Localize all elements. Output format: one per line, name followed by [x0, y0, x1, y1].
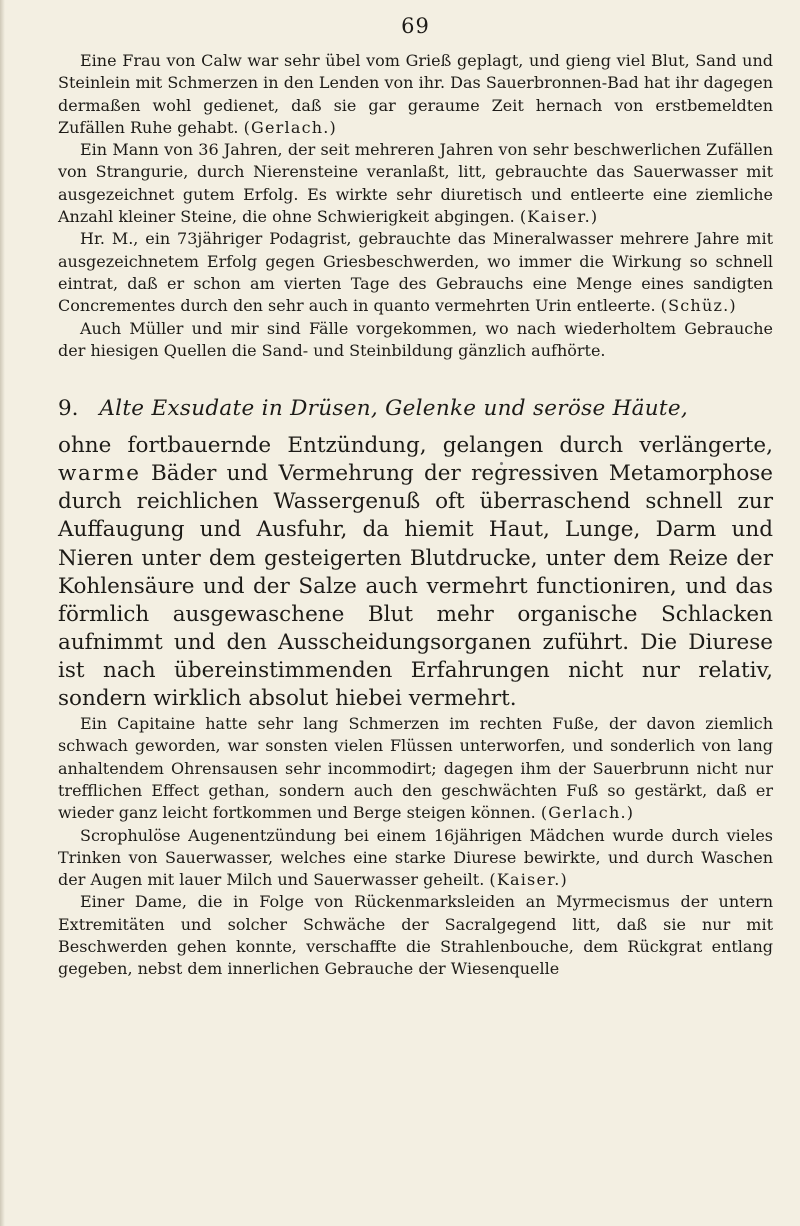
section-body-start: ohne fortbauernde Entzündung, gelangen durch verlängerte, [58, 433, 773, 459]
case-text: Ein Mann von 36 Jahren, der seit mehreren Jahren von sehr beschwerlichen Zufällen von Strangurie, durch Nierensteine veranlaßt, litt, gebrauchte das Sauerwasser mit ausgezeichnet gutem Erfolg. Es wirkte sehr diuretisch und entleerte eine ziemliche Anzahl kleiner Steine, die ohne Schwierigkeit abgingen. [58, 140, 773, 227]
book-page [58, 14, 773, 981]
case-source: (Gerlach.) [243, 117, 337, 137]
case-text: Ein Capitaine hatte sehr lang Schmerzen im rechten Fuße, der davon ziemlich schwach geworden, war sonsten vielen Flüssen unterworfen, und sonderlich von lang anhaltendem Ohrensausen sehr incommodirt; dagegen ihm der Sauerbrunn nicht nur trefflichen Effect gethan, sondern auch den geschwächten Fuß so gestärkt, daß er wieder ganz leicht fortkommen und Berge steigen können. [58, 714, 773, 823]
section-body [58, 432, 773, 713]
page-number: 69 [401, 14, 430, 38]
case-text: Hr. M., ein 73jähriger Podagrist, gebrauchte das Mineralwasser mehrere Jahre mit ausgezeichnetem Erfolg gegen Griesbeschwerden, wo immer die Wirkung so schnell eintrat, daß er schon am vierten Tage des Gebrauchs eine Menge eines sandigten Concrementes durch den sehr auch in quanto vermehrten Urin entleerte. [58, 229, 773, 316]
case-reports-bottom [58, 713, 773, 981]
section-body-warm: warme [58, 461, 141, 487]
case-paragraph-5 [58, 713, 773, 824]
case-paragraph-3 [58, 228, 773, 317]
section-number: 9. [58, 396, 79, 422]
case-source: (Kaiser.) [519, 207, 599, 227]
section-heading [58, 394, 773, 424]
case-source: (Schüz.) [660, 296, 737, 316]
case-source: (Gerlach.) [540, 803, 635, 823]
case-source: (Kaiser.) [489, 870, 568, 890]
case-paragraph-4 [58, 318, 773, 363]
case-paragraph-6 [58, 825, 773, 892]
case-text: Einer Dame, die in Folge von Rückenmarksleiden an Myrmecismus der untern Extremitäten und solcher Schwäche der Sacralgegend litt, daß sie nur mit Beschwerden gehen konnte, verschaffte die Strahlenbouche, dem Rückgrat entlang gegeben, nebst dem innerlichen Gebrauche der Wiesenquelle [58, 892, 773, 979]
case-text: Auch Müller und mir sind Fälle vorgekommen, wo nach wiederholtem Gebrauche der hiesigen Quellen die Sand- und Steinbildung gänzlich aufhörte. [58, 318, 773, 360]
case-paragraph-2 [58, 139, 773, 228]
case-paragraph-1 [58, 50, 773, 139]
case-reports-top [58, 50, 773, 362]
case-text: Scrophulöse Augenentzündung bei einem 16jährigen Mädchen wurde durch vieles Trinken von Sauerwasser, welches eine starke Diurese bewirkte, und durch Waschen der Augen mit lauer Milch und Sauerwasser geheilt. [58, 825, 773, 890]
section-body-rest: Bäder und Vermehrung der regressiven Metamorphose durch reichlichen Wassergenuß oft überraschend schnell zur Auffaugung und Ausfuhr, da hiemit Haut, Lunge, Darm und Nieren unter dem gesteigerten Blutdrucke, unter dem Reize der Kohlensäure und der Salze auch vermehrt functioniren, und das förmlich ausgewaschene Blut mehr organische Schlacken aufnimmt und den Ausscheidungsorganen zuführt. Die Diurese ist nach übereinstimmenden Erfahrungen nicht nur relativ, sondern wirklich absolut hiebei vermehrt. [58, 461, 774, 711]
case-paragraph-7 [58, 891, 773, 980]
section-title: Alte Exsudate in Drüsen, Gelenke und seröse Häute, [99, 396, 689, 422]
case-text: Eine Frau von Calw war sehr übel vom Grieß geplagt, und gieng viel Blut, Sand und Steinlein mit Schmerzen in den Lenden von ihr. Das Sauerbronnen-Bad hat ihr dagegen dermaßen wohl gedienet, daß sie gar geraume Zeit hernach von erstbemeldten Zufällen Ruhe gehabt. [58, 51, 773, 137]
page-edge-shadow [0, 0, 5, 1226]
